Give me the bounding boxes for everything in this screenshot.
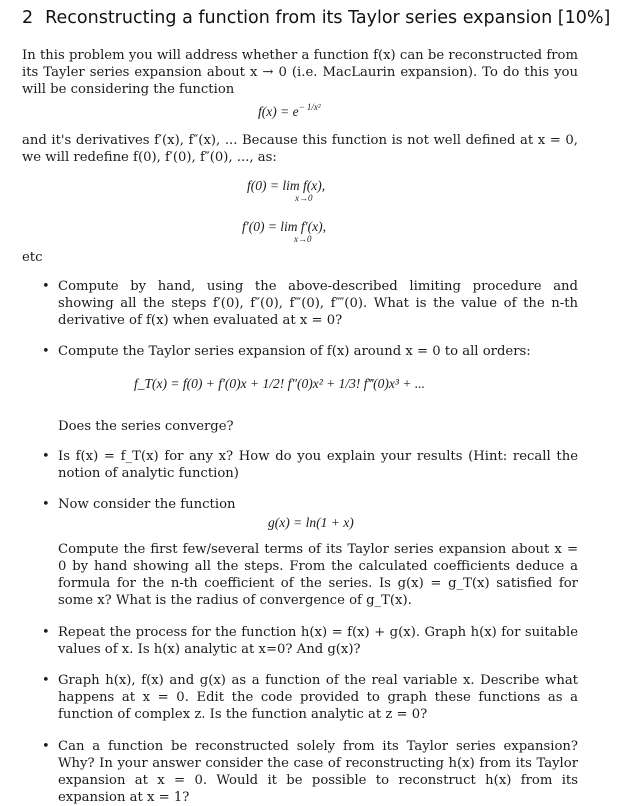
equation-limit-1-under: x→0	[295, 193, 313, 203]
equation-f-lhs: f(x) = e	[258, 104, 299, 119]
bullet-dot: •	[42, 449, 50, 464]
etc-text: etc	[22, 250, 43, 265]
bullet-dot: •	[42, 344, 50, 359]
equation-limit-1	[247, 178, 326, 203]
equation-limit-2	[242, 219, 326, 244]
bullet-item-3: Is f(x) = f_T(x) for any x? How do you explain your results (Hint: recall the notion of analytic function)	[58, 449, 578, 481]
derivatives-paragraph: and it's derivatives f′(x), f″(x), ... Because this function is not well defined at x = 0, we will redefine f(0), f′(0), f″(0), ..., as:	[22, 133, 578, 165]
equation-limit-1-text: f(0) = lim f(x),	[247, 178, 326, 193]
bullet-item-1: Compute by hand, using the above-described limiting procedure and showing all the steps f′(0), f″(0), f‴(0), f⁗(0). What is the value of the n-th derivative of f(x) when evaluated at x = 0?	[58, 279, 578, 328]
equation-taylor: f_T(x) = f(0) + f′(0)x + 1/2! f″(0)x² + 1/3! f‴(0)x³ + ...	[134, 376, 425, 391]
equation-f	[258, 104, 321, 120]
equation-f-exponent: − 1/x²	[298, 102, 321, 112]
bullet-dot: •	[42, 497, 50, 512]
bullet-dot: •	[42, 625, 50, 640]
converge-question: Does the series converge?	[58, 419, 234, 434]
bullet-dot: •	[42, 279, 50, 294]
bullet-item-5: Repeat the process for the function h(x) = f(x) + g(x). Graph h(x) for suitable values of x. Is h(x) analytic at x=0? And g(x)?	[58, 625, 578, 657]
equation-g: g(x) = ln(1 + x)	[268, 515, 354, 530]
section-number: 2	[22, 8, 34, 28]
equation-limit-2-under: x→0	[294, 234, 312, 244]
g-paragraph: Compute the first few/several terms of its Taylor series expansion about x = 0 by hand showing all the steps. From the calculated coefficients deduce a formula for the n-th coefficient of the series. Is g(x) = g_T(x) satisfied for some x? What is the radius of convergence of g_T(x).	[58, 542, 578, 608]
bullet-dot: •	[42, 673, 50, 688]
intro-paragraph: In this problem you will address whether a function f(x) can be reconstructed from its Tayler series expansion about x → 0 (i.e. MacLaurin expansion). To do this you will be considering the function	[22, 48, 578, 97]
bullet-item-4: Now consider the function	[58, 497, 236, 512]
bullet-item-7: Can a function be reconstructed solely from its Taylor series expansion? Why? In your answer consider the case of reconstructing h(x) from its Taylor expansion at x = 0. Would it be possible to reconstruct h(x) from its expansion at x = 1?	[58, 739, 578, 805]
bullet-dot: •	[42, 739, 50, 754]
bullet-item-2: Compute the Taylor series expansion of f(x) around x = 0 to all orders:	[58, 344, 531, 359]
bullet-item-6: Graph h(x), f(x) and g(x) as a function of the real variable x. Describe what happens at x = 0. Edit the code provided to graph these functions as a function of complex z. Is the function analytic at z = 0?	[58, 673, 578, 722]
section-heading	[22, 8, 610, 28]
section-title: Reconstructing a function from its Taylor series expansion [10%]	[45, 8, 611, 28]
equation-limit-2-text: f′(0) = lim f′(x),	[242, 219, 326, 234]
